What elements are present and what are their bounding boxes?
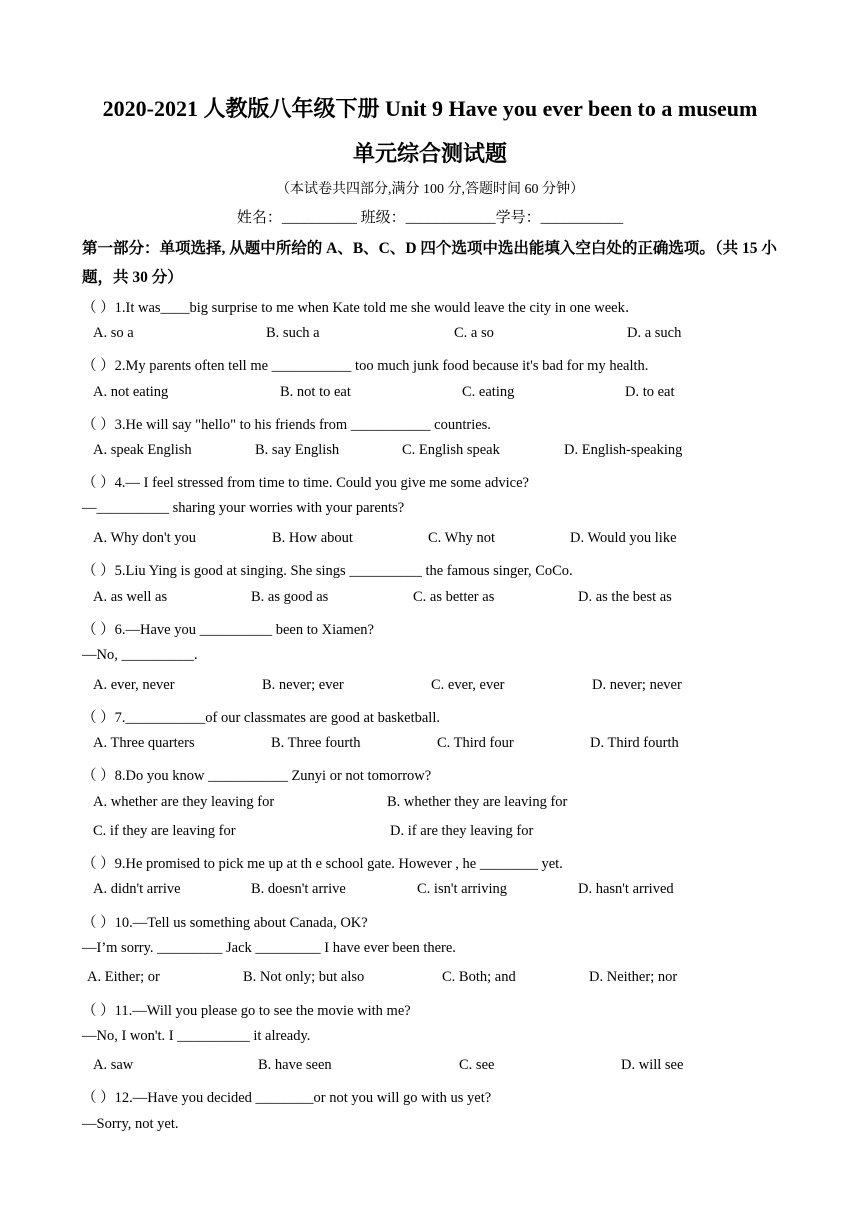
question-options bbox=[0, 442, 860, 462]
option-b: B. as good as bbox=[251, 589, 329, 605]
option-d: D. to eat bbox=[625, 384, 675, 400]
question-options bbox=[0, 677, 860, 697]
option-d: D. as the best as bbox=[578, 589, 672, 605]
option-c: C. English speak bbox=[402, 442, 500, 458]
option-c: C. isn't arriving bbox=[417, 881, 508, 897]
option-d: D. a such bbox=[627, 325, 682, 341]
question-stem: （ ）3.He will say "hello" to his friends from ___________ countries. bbox=[82, 417, 491, 433]
question-options bbox=[0, 384, 860, 404]
option-c: C. a so bbox=[454, 325, 494, 341]
option-a: A. saw bbox=[93, 1057, 134, 1073]
question-stem: （ ）9.He promised to pick me up at th e school gate. However , he ________ yet. bbox=[82, 856, 563, 872]
exam-subtitle: 单元综合测试题 bbox=[352, 141, 507, 166]
option-d: D. Neither; nor bbox=[589, 969, 678, 985]
question-options bbox=[0, 325, 860, 345]
option-a: A. ever, never bbox=[93, 677, 175, 693]
question-stem: （ ）8.Do you know ___________ Zunyi or not tomorrow? bbox=[82, 768, 432, 784]
exam-note: （本试卷共四部分,满分 100 分,答题时间 60 分钟） bbox=[276, 182, 584, 197]
question-stem: （ ）11.—Will you please go to see the movie with me? bbox=[82, 1003, 411, 1019]
option-d: D. if are they leaving for bbox=[390, 823, 534, 839]
option-c: C. if they are leaving for bbox=[93, 823, 236, 839]
exam-title: 2020-2021 人教版八年级下册 Unit 9 Have you ever been to a museum bbox=[102, 96, 758, 121]
option-a: A. so a bbox=[93, 325, 134, 341]
section-heading: 第一部分：单项选择, 从题中所给的 A、B、C、D 四个选项中选出能填入空白处的正确选项。（共 15 小题，共 30 分） bbox=[82, 240, 777, 286]
option-b: B. never; ever bbox=[262, 677, 344, 693]
option-a: A. not eating bbox=[93, 384, 169, 400]
option-b: B. How about bbox=[272, 530, 353, 546]
option-b: B. such a bbox=[266, 325, 320, 341]
question-stem: （ ）12.—Have you decided ________or not you will go with us yet? bbox=[82, 1090, 492, 1106]
question-stem: （ ）4.— I feel stressed from time to time. Could you give me some advice? bbox=[82, 475, 529, 491]
option-c: C. Third four bbox=[437, 735, 514, 751]
option-c: C. as better as bbox=[413, 589, 495, 605]
option-a: A. Why don't you bbox=[93, 530, 197, 546]
question-stem: （ ）2.My parents often tell me ___________ too much junk food because it's bad for my health. bbox=[82, 358, 649, 374]
question-options bbox=[0, 881, 860, 901]
question-answer-line: —Sorry, not yet. bbox=[82, 1116, 179, 1132]
question-options bbox=[0, 530, 860, 550]
question-options bbox=[0, 1057, 860, 1077]
option-c: C. ever, ever bbox=[431, 677, 505, 693]
option-b: B. Not only; but also bbox=[243, 969, 365, 985]
option-b: B. have seen bbox=[258, 1057, 332, 1073]
option-d: D. will see bbox=[621, 1057, 684, 1073]
question-answer-line: —__________ sharing your worries with your parents? bbox=[82, 500, 405, 516]
option-b: B. doesn't arrive bbox=[251, 881, 346, 897]
question-answer-line: —No, __________. bbox=[82, 647, 198, 663]
option-d: D. Third fourth bbox=[590, 735, 679, 751]
option-a: A. Either; or bbox=[87, 969, 160, 985]
question-options bbox=[0, 589, 860, 609]
question-stem: （ ）1.It was____big surprise to me when Kate told me she would leave the city in one week． bbox=[82, 300, 640, 316]
question-options bbox=[0, 794, 860, 814]
option-c: C. see bbox=[459, 1057, 495, 1073]
option-d: D. Would you like bbox=[570, 530, 677, 546]
question-options bbox=[0, 735, 860, 755]
student-info: 姓名：__________ 班级：____________学号：___________ bbox=[236, 210, 624, 226]
option-d: D. English-speaking bbox=[564, 442, 683, 458]
option-a: A. as well as bbox=[93, 589, 168, 605]
question-answer-line: —No, I won't. I __________ it already. bbox=[82, 1028, 311, 1044]
option-b: B. Three fourth bbox=[271, 735, 361, 751]
question-stem: （ ）6.—Have you __________ been to Xiamen? bbox=[82, 622, 374, 638]
question-answer-line: —I’m sorry. _________ Jack _________ I have ever been there. bbox=[82, 940, 456, 956]
option-a: A. didn't arrive bbox=[93, 881, 181, 897]
question-stem: （ ）7.___________of our classmates are good at basketball. bbox=[82, 710, 440, 726]
option-a: A. Three quarters bbox=[93, 735, 195, 751]
option-c: C. Why not bbox=[428, 530, 495, 546]
question-options bbox=[0, 969, 860, 989]
option-d: D. never; never bbox=[592, 677, 682, 693]
option-b: B. say English bbox=[255, 442, 340, 458]
option-d: D. hasn't arrived bbox=[578, 881, 674, 897]
question-options bbox=[0, 823, 860, 843]
option-b: B. whether they are leaving for bbox=[387, 794, 568, 810]
option-a: A. whether are they leaving for bbox=[93, 794, 275, 810]
question-stem: （ ）5.Liu Ying is good at singing. She sings __________ the famous singer, CoCo. bbox=[82, 563, 573, 579]
option-b: B. not to eat bbox=[280, 384, 351, 400]
option-c: C. eating bbox=[462, 384, 515, 400]
option-a: A. speak English bbox=[93, 442, 192, 458]
option-c: C. Both; and bbox=[442, 969, 516, 985]
question-stem: （ ）10.—Tell us something about Canada, OK? bbox=[82, 915, 368, 931]
